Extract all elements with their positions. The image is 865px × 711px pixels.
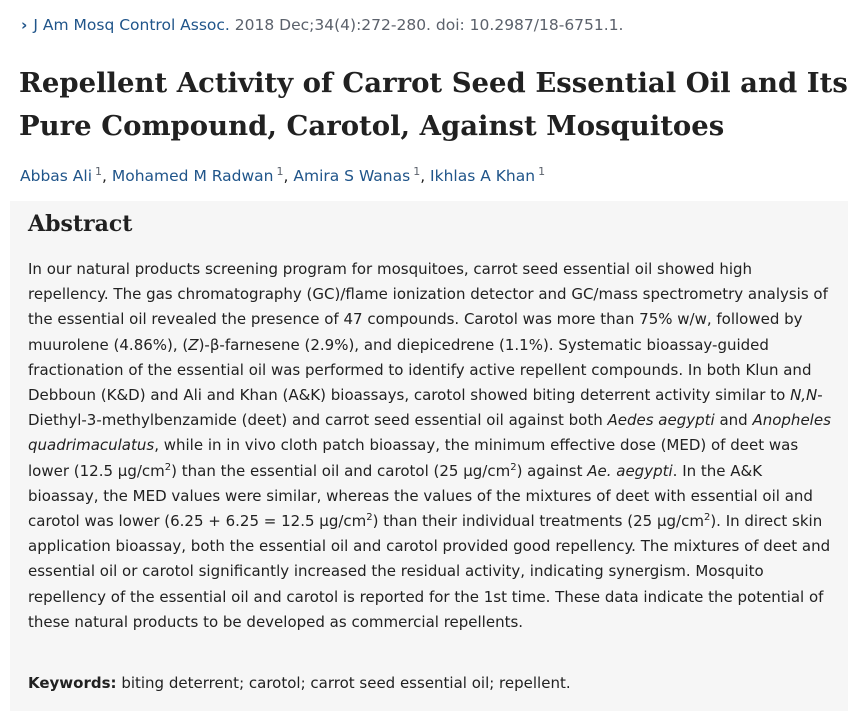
abstract-italic-run: Z	[188, 335, 199, 354]
journal-link[interactable]: J Am Mosq Control Assoc.	[33, 16, 230, 34]
abstract-italic-run: Anopheles quadrimaculatus	[28, 411, 831, 455]
abstract-italic-run: Ae. aegypti	[587, 461, 673, 480]
citation-details: 2018 Dec;34(4):272-280. doi: 10.2987/18-6751.1.	[234, 16, 624, 34]
abstract-text-run: ) than the essential oil and carotol (25 μg/cm	[171, 461, 511, 480]
abstract-text-run: and	[714, 411, 753, 430]
abstract-text-run: -Diethyl-3-methylbenzamide (deet) and carrot seed essential oil against both	[28, 386, 823, 430]
abstract-text-run: ). In direct skin application bioassay, both the essential oil and carotol provided good repellency. The mixtures of deet and essential oil or carotol significantly increased the residual activity, indicating synergism. Mosquito repellency of the essential oil and carotol is reported for the 1st time. These data indicate the potential of these natural products to be developed as commercial repellents.	[28, 512, 831, 631]
author-link[interactable]: Amira S Wanas	[293, 167, 411, 185]
affiliation-marker[interactable]: 1	[95, 165, 102, 178]
author-list	[20, 165, 545, 185]
abstract-italic-run: Aedes aegypti	[607, 411, 715, 430]
author-separator: ,	[283, 167, 294, 185]
abstract-section	[10, 201, 848, 711]
author-separator: ,	[420, 167, 431, 185]
author-link[interactable]: Abbas Ali	[20, 167, 92, 185]
abstract-heading: Abstract	[28, 211, 133, 237]
affiliation-marker[interactable]: 1	[538, 165, 546, 178]
affiliation-marker[interactable]: 1	[413, 165, 421, 178]
abstract-text-run: ) against	[516, 461, 588, 480]
abstract-text-run: . In the A&K bioassay, the MED values were similar, whereas the values of the mixtures of deet with essential oil and carotol was lower (6.25 + 6.25 = 12.5 μg/cm	[28, 461, 813, 531]
abstract-text-run: ) than their individual treatments (25 μg/cm	[372, 512, 704, 531]
author-link[interactable]: Ikhlas A Khan	[430, 167, 536, 185]
keywords-value: biting deterrent; carotol; carrot seed essential oil; repellent.	[116, 674, 571, 692]
abstract-text-run: , while in in vivo cloth patch bioassay, the minimum effective dose (MED) of deet was lower (12.5 μg/cm	[28, 436, 799, 480]
article-title: Repellent Activity of Carrot Seed Essential Oil and Its Pure Compound, Carotol, Against Mosquitoes	[19, 67, 848, 142]
abstract-text-run: In our natural products screening program for mosquitoes, carrot seed essential oil showed high repellency. The gas chromatography (GC)/flame ionization detector and GC/mass spectrometry analysis of the essential oil revealed the presence of 47 compounds. Carotol was more than 75% w/w, followed by muurolene (4.86%), (	[28, 260, 828, 354]
abstract-text-run: )-β-farnesene (2.9%), and diepicedrene (1.1%). Systematic bioassay-guided fractionation of the essential oil was performed to identify active repellent compounds. In both Klun and Debboun (K&D) and Ali and Khan (A&K) bioassays, carotol showed biting deterrent activity similar to	[28, 335, 812, 405]
superscript: 2	[164, 461, 172, 473]
superscript: 2	[366, 512, 373, 524]
citation-line	[21, 16, 623, 34]
author-link[interactable]: Mohamed M Radwan	[111, 167, 274, 185]
keywords-line	[28, 674, 571, 692]
superscript: 2	[703, 512, 711, 524]
author-separator: ,	[102, 167, 112, 185]
abstract-italic-run: N,N	[790, 386, 818, 405]
chevron-right-icon[interactable]: ›	[21, 16, 28, 34]
keywords-label: Keywords:	[28, 674, 117, 692]
superscript: 2	[510, 461, 517, 473]
abstract-text	[28, 257, 836, 635]
affiliation-marker[interactable]: 1	[276, 165, 284, 178]
